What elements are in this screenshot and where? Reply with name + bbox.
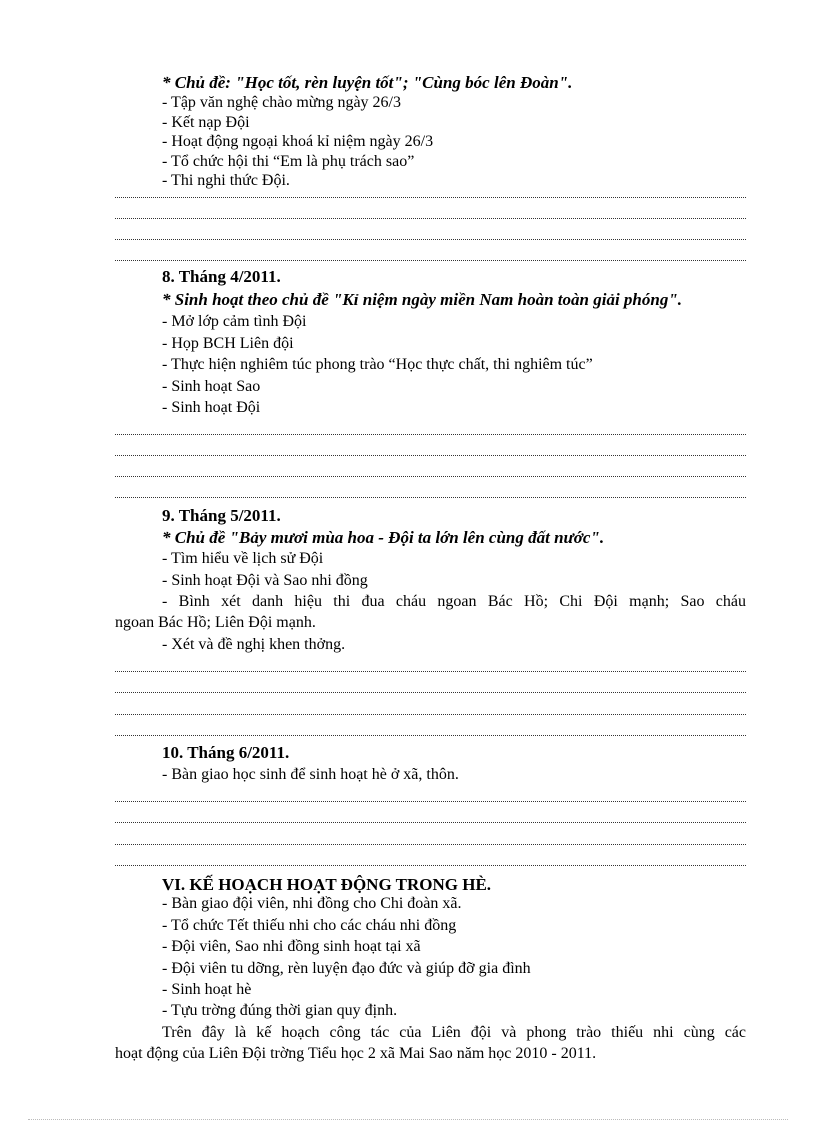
list-item: - Tập văn nghệ chào mừng ngày 26/3 — [162, 94, 401, 111]
dotted-fill-line — [115, 671, 746, 672]
list-item: - Bàn giao đội viên, nhi đồng cho Chi đoàn xã. — [162, 895, 462, 912]
dotted-fill-line — [115, 801, 746, 802]
list-item: - Kết nạp Đội — [162, 114, 250, 131]
list-item: - Hoạt động ngoại khoá kỉ niệm ngày 26/3 — [162, 133, 434, 150]
dotted-fill-line — [115, 455, 746, 456]
list-item: - Sinh hoạt Đội — [162, 399, 261, 416]
may-theme: * Chủ đề "Bảy mươi mùa hoa - Đội ta lớn lên cùng đất nước". — [162, 528, 605, 547]
dotted-fill-line — [115, 844, 746, 845]
list-item: - Tựu trờng đúng thời gian quy định. — [162, 1002, 398, 1019]
april-heading: 8. Tháng 4/2011. — [162, 267, 281, 286]
conclusion-line-2: hoạt động của Liên Đội trờng Tiểu học 2 xã Mai Sao năm học 2010 - 2011. — [115, 1045, 597, 1062]
list-item: - Tìm hiểu về lịch sử Đội — [162, 550, 324, 567]
dotted-fill-line — [115, 714, 746, 715]
dotted-fill-line — [115, 260, 746, 261]
dotted-fill-line — [115, 239, 746, 240]
dotted-fill-line — [115, 497, 746, 498]
list-item: - Tổ chức Tết thiếu nhi cho các cháu nhi đồng — [162, 917, 457, 934]
april-theme: * Sinh hoạt theo chủ đề "Kỉ niệm ngày miền Nam hoàn toàn giải phóng". — [162, 290, 683, 309]
dotted-fill-line — [115, 434, 746, 435]
list-item: - Xét và đề nghị khen thởng. — [162, 636, 346, 653]
dotted-fill-line — [115, 865, 746, 866]
march-theme: * Chủ đề: "Học tốt, rèn luyện tốt"; "Cùng bóc lên Đoàn". — [162, 73, 573, 92]
conclusion-line-1 — [115, 1025, 746, 1041]
conclusion-text-1: Trên đây là kế hoạch công tác của Liên đội và phong trào thiếu nhi cùng các — [162, 1024, 746, 1041]
list-item: - Bàn giao học sinh để sinh hoạt hè ở xã, thôn. — [162, 766, 459, 783]
list-item: - Thực hiện nghiêm túc phong trào “Học thực chất, thi nghiêm túc” — [162, 356, 593, 373]
dotted-fill-line — [115, 218, 746, 219]
list-item: - Sinh hoạt Đội và Sao nhi đồng — [162, 572, 368, 589]
list-item: - Thi nghi thức Đội. — [162, 172, 290, 189]
dotted-fill-line — [115, 692, 746, 693]
list-item: - Họp BCH Liên đội — [162, 335, 294, 352]
evaluation-text-1: - Bình xét danh hiệu thi đua cháu ngoan Bác Hồ; Chi Đội mạnh; Sao cháu — [162, 593, 746, 610]
list-item: - Sinh hoạt Sao — [162, 378, 261, 395]
list-item: - Tổ chức hội thi “Em là phụ trách sao” — [162, 153, 415, 170]
page-bottom-rule — [28, 1119, 788, 1120]
list-item: - Mở lớp cảm tình Đội — [162, 313, 307, 330]
summer-heading: VI. KẾ HOẠCH HOẠT ĐỘNG TRONG HÈ. — [162, 875, 492, 894]
dotted-fill-line — [115, 197, 746, 198]
dotted-fill-line — [115, 822, 746, 823]
dotted-fill-line — [115, 476, 746, 477]
evaluation-line-1 — [115, 594, 746, 610]
may-heading: 9. Tháng 5/2011. — [162, 506, 281, 525]
dotted-fill-line — [115, 735, 746, 736]
list-item: - Đội viên tu dỡng, rèn luyện đạo đức và giúp đỡ gia đình — [162, 960, 531, 977]
june-heading: 10. Tháng 6/2011. — [162, 743, 290, 762]
list-item: - Đội viên, Sao nhi đồng sinh hoạt tại xã — [162, 938, 421, 955]
list-item: - Sinh hoạt hè — [162, 981, 252, 998]
evaluation-line-2: ngoan Bác Hồ; Liên Đội mạnh. — [115, 614, 316, 631]
